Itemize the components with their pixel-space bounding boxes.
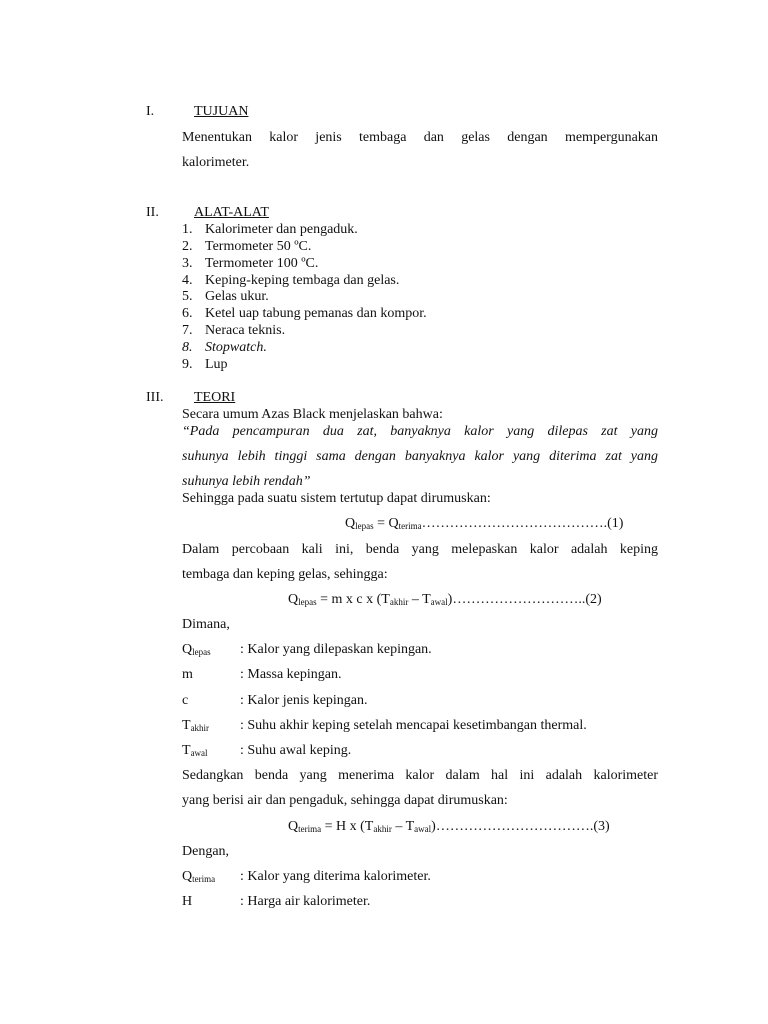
section-title-tujuan: TUJUAN <box>194 104 249 119</box>
teori-intro: Secara umum Azas Black menjelaskan bahwa: <box>182 407 443 422</box>
equation-3: $Q_{terima} = H$ x ($T_{akhir}$ – $T_{awal})\dots\dots\dots\dots\dots\dots\dots\dots\dots\dots\dots.(3)$ <box>288 819 610 834</box>
definition-text: : Kalor jenis kepingan. <box>240 693 368 708</box>
list-item: Ketel uap tabung pemanas dan kompor. <box>205 306 427 321</box>
equation-number: (1) <box>607 516 624 531</box>
equation-2: $Q_{lepas} = m$ x c x ($T_{akhir}$ – $T_{awal})\dots\dots\dots\dots\dots\dots\dots\dots\dots..(2)$ <box>288 592 602 607</box>
list-item: Stopwatch. <box>205 340 267 355</box>
equation-number: (2) <box>585 592 602 607</box>
list-item: Keping-keping tembaga dan gelas. <box>205 273 400 288</box>
list-item-number: 5. <box>182 289 193 304</box>
section-title-teori: TEORI <box>194 390 236 405</box>
tujuan-text-line: Menentukan kalor jenis tembaga dan gelas dengan mempergunakan <box>182 130 658 145</box>
definition-symbol: H <box>182 894 193 909</box>
definition-text: : Kalor yang diterima kalorimeter. <box>240 869 431 884</box>
paragraph-line: Dalam percobaan kali ini, benda yang melepaskan kalor adalah keping <box>182 542 658 557</box>
section-number: I. <box>146 104 155 119</box>
definition-symbol: $T_{akhir}$ <box>182 718 210 733</box>
list-item: Gelas ukur. <box>205 289 269 304</box>
paragraph-line: tembaga dan keping gelas, sehingga: <box>182 567 388 582</box>
list-item: Kalorimeter dan pengaduk. <box>205 222 358 237</box>
definition-text: : Massa kepingan. <box>240 667 342 682</box>
list-item-number: 4. <box>182 273 193 288</box>
definition-text: : Kalor yang dilepaskan kepingan. <box>240 642 432 657</box>
quote-line: suhunya lebih rendah” <box>182 474 311 489</box>
definition-text: : Suhu awal keping. <box>240 743 352 758</box>
tujuan-text-line: kalorimeter. <box>182 155 250 170</box>
list-item-number: 1. <box>182 222 193 237</box>
paragraph-line: Dimana, <box>182 617 230 632</box>
quote-line: suhunya lebih tinggi sama dengan banyaknya kalor yang diterima zat yang <box>182 449 658 464</box>
list-item: Termometer 50 ºC. <box>205 239 312 254</box>
definition-text: : Harga air kalorimeter. <box>240 894 371 909</box>
equation-number: (3) <box>593 819 610 834</box>
paragraph-line: Sedangkan benda yang menerima kalor dalam hal ini adalah kalorimeter <box>182 768 658 783</box>
section-number: III. <box>146 390 164 405</box>
list-item-number: 3. <box>182 256 193 271</box>
definition-text: : Suhu akhir keping setelah mencapai kesetimbangan thermal. <box>240 718 587 733</box>
quote-line: “Pada pencampuran dua zat, banyaknya kalor yang dilepas zat yang <box>182 424 658 439</box>
equation-1: $Q_{lepas}$ = $Q_{terima}\dots\dots\dots\dots\dots\dots\dots\dots\dots\dots\dots\dots\dots.(1)$ <box>345 516 624 531</box>
list-item: Termometer 100 ºC. <box>205 256 319 271</box>
paragraph-line: Dengan, <box>182 844 230 859</box>
list-item-number: 9. <box>182 357 193 372</box>
list-item-number: 6. <box>182 306 193 321</box>
definition-symbol: c <box>182 693 189 708</box>
list-item-number: 2. <box>182 239 193 254</box>
paragraph-line: Sehingga pada suatu sistem tertutup dapat dirumuskan: <box>182 491 491 506</box>
list-item-number: 8. <box>182 340 193 355</box>
list-item: Neraca teknis. <box>205 323 286 338</box>
section-number: II. <box>146 205 159 220</box>
section-title-alat: ALAT-ALAT <box>194 205 269 220</box>
list-item: Lup <box>205 357 228 372</box>
definition-symbol: m <box>182 667 193 682</box>
definition-symbol: $T_{awal}$ <box>182 743 208 758</box>
definition-symbol: $Q_{lepas}$ <box>182 642 211 657</box>
paragraph-line: yang berisi air dan pengaduk, sehingga dapat dirumuskan: <box>182 793 508 808</box>
definition-symbol: $Q_{terima}$ <box>182 869 216 884</box>
list-item-number: 7. <box>182 323 193 338</box>
